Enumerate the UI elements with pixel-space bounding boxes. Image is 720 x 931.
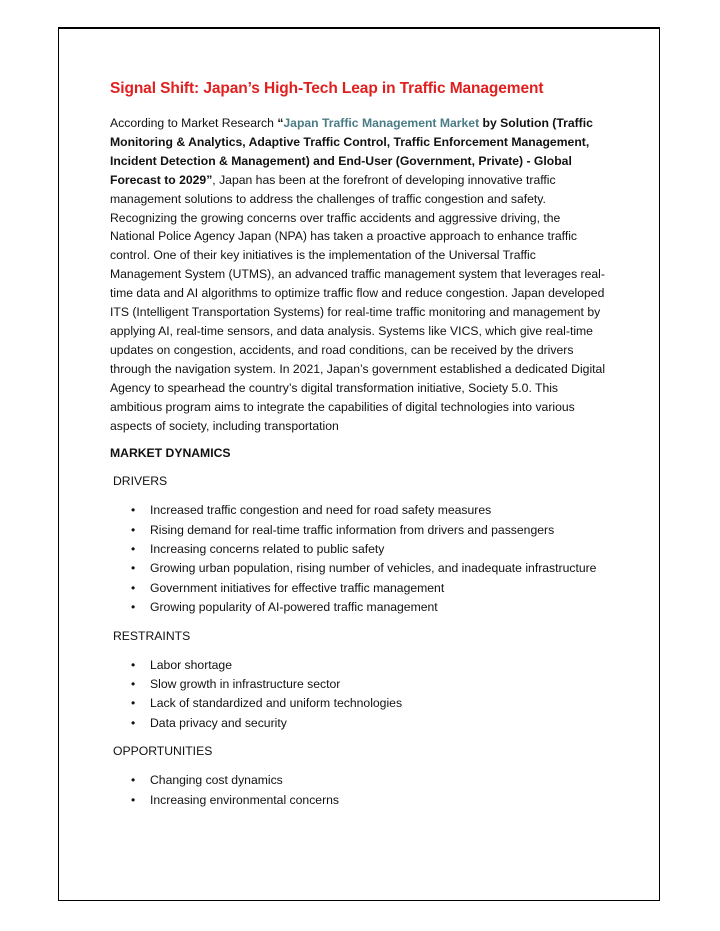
list-item: • Increasing environmental concerns [110, 791, 608, 810]
list-item: • Increased traffic congestion and need for road safety measures [110, 501, 608, 520]
bullet-icon: • [131, 657, 136, 672]
list-item: • Changing cost dynamics [110, 771, 608, 790]
list-item: • Increasing concerns related to public safety [110, 540, 608, 559]
list-item: • Government initiatives for effective traffic management [110, 579, 608, 598]
restraints-list [110, 656, 608, 734]
bullet-icon: • [131, 503, 136, 518]
drivers-heading: DRIVERS [113, 474, 168, 489]
bullet-icon: • [131, 676, 136, 691]
list-item: • Data privacy and security [110, 714, 608, 733]
bullet-icon: • [131, 792, 136, 807]
report-title-rest: by Solution (Traffic Monitoring & Analytics, Adaptive Traffic Control, Traffic Enforcement Management, Incident Detection & Management) and End-User (Government, Private) - Global Forecast to 2029” [110, 116, 593, 187]
market-dynamics-heading: MARKET DYNAMICS [110, 446, 231, 461]
bullet-icon: • [131, 561, 136, 576]
bullet-icon: • [131, 542, 136, 557]
page-title: Signal Shift: Japan’s High-Tech Leap in Traffic Management [110, 80, 544, 97]
report-link[interactable]: Japan Traffic Management Market [283, 116, 480, 130]
restraints-heading: RESTRAINTS [113, 628, 191, 643]
intro-paragraph [110, 114, 608, 435]
bullet-icon: • [131, 715, 136, 730]
list-item: • Rising demand for real-time traffic information from drivers and passengers [110, 521, 608, 540]
bullet-icon: • [131, 696, 136, 711]
bullet-icon: • [131, 600, 136, 615]
bullet-icon: • [131, 522, 136, 537]
opportunities-heading: OPPORTUNITIES [113, 744, 213, 759]
bullet-icon: • [131, 580, 136, 595]
intro-lead: According to Market Research [110, 116, 278, 130]
list-item: • Growing popularity of AI-powered traffic management [110, 598, 608, 617]
document-content [110, 80, 608, 810]
list-item: • Slow growth in infrastructure sector [110, 675, 608, 694]
list-item: • Lack of standardized and uniform technologies [110, 694, 608, 713]
list-item: • Growing urban population, rising number of vehicles, and inadequate infrastructure [110, 559, 608, 578]
drivers-list [110, 501, 608, 617]
opportunities-list [110, 771, 608, 810]
list-item: • Labor shortage [110, 656, 608, 675]
intro-quote-open: “ [277, 116, 284, 130]
bullet-icon: • [131, 773, 136, 788]
intro-body: , Japan has been at the forefront of developing innovative traffic management solutions to address the challenges of traffic congestion and safety. Recognizing the growing concerns over traffic accidents and aggressive driving, the National Police Agency Japan (NPA) has taken a proactive approach to enhance traffic control. One of their key initiatives is the implementation of the Universal Traffic Management System (UTMS), an advanced traffic management system that leverages real-time data and AI algorithms to optimize traffic flow and reduce congestion. Japan developed ITS (Intelligent Transportation Systems) for real-time traffic monitoring and management by applying AI, real-time sensors, and data analysis. Systems like VICS, which give real-time updates on congestion, accidents, and road conditions, can be received by the drivers through the navigation system. In 2021, Japan’s government established a dedicated Digital Agency to spearhead the country’s digital transformation initiative, Society 5.0. This ambitious program aims to integrate the capabilities of digital technologies into various aspects of society, including transportation [110, 172, 606, 433]
